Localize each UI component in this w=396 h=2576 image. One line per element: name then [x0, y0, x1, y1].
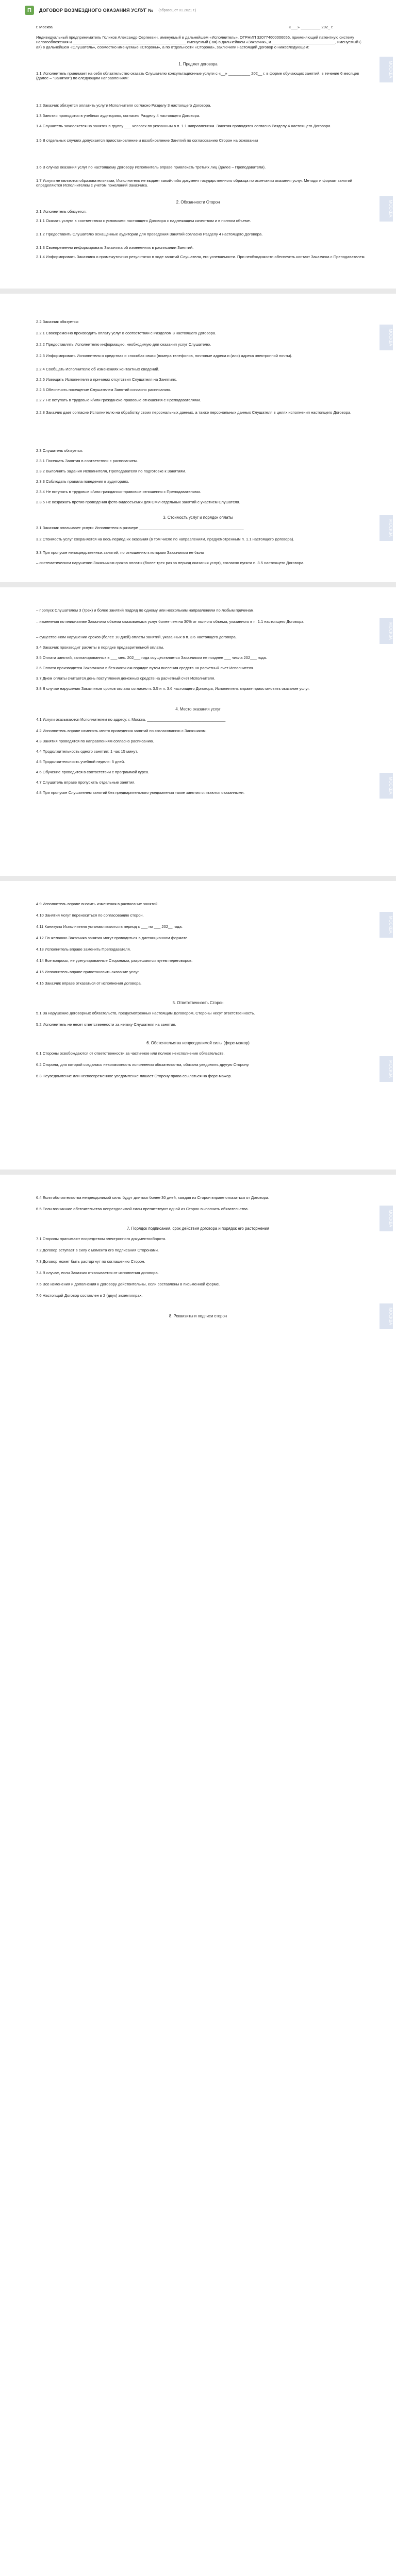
contract-date: «___» _________ 202_ г.	[289, 25, 334, 29]
document-page-2	[0, 294, 396, 582]
clause: 4.6 Обучение проводится в соответствии с программой курса.	[36, 770, 150, 774]
clause: 6.4 Если обстоятельства непреодолимой силы будут длиться более 30 дней, каждая из Сторон вправе отказаться от Договора.	[36, 1195, 269, 1200]
section-title: 1. Предмет договора	[178, 62, 218, 66]
clause: 7.2 Договор вступает в силу с момента его подписания Сторонами.	[36, 1248, 159, 1252]
clause: – пропуск Слушателем 3 (трех) и более занятий подряд по одному или нескольким направлениям по любым причинам.	[36, 608, 255, 613]
clause: 2.2.4 Сообщать Исполнителю об изменениях контактных сведений.	[36, 367, 159, 371]
clause: 4.14 Все вопросы, не урегулированные Сторонами, разрешаются путем переговоров.	[36, 958, 193, 963]
clause: – систематическом нарушении Заказчиком сроков оплаты (более трех раз за период оказания услуг), согласно пункта п. 3.5 настоящего Договора.	[36, 561, 305, 565]
clause: 1.6 В случае оказания услуг по настоящему Договору Исполнитель вправе привлекать третьих лиц (далее – Преподаватели).	[36, 165, 266, 170]
page-separator	[0, 876, 396, 881]
watermark: МОСКВА	[380, 773, 393, 799]
clause: 7.5 Все изменения и дополнения к Договору действительны, если составлены в письменной форме.	[36, 1282, 220, 1286]
clause: 3.3 При пропуске непосредственных занятий, по отношению к которым Заказчиком не было	[36, 550, 204, 555]
clause: 4.15 Исполнитель вправе приостановить оказание услуг.	[36, 970, 140, 974]
watermark: МОСКВА	[380, 912, 393, 938]
clause: 7.3 Договор может быть расторгнут по соглашению Сторон.	[36, 1259, 145, 1264]
clause: 2.3 Слушатель обязуется:	[36, 448, 84, 453]
clause: 6.2 Сторона, для которой создалась невозможность исполнения обязательства, обязана уведомить другую Сторону.	[36, 1062, 250, 1067]
clause: 2.3.3 Соблюдать правила поведения в аудиториях.	[36, 479, 129, 484]
document-page-4	[0, 881, 396, 1170]
clause: 3.7 Днем оплаты считается день поступления денежных средств на расчетный счет Исполнителя.	[36, 676, 216, 681]
clause: 2.2.8 Заказчик дает согласие Исполнителю на обработку своих персональных данных, а также персональных данных Слушателя в целях исполнения настоящего Договора.	[36, 410, 352, 415]
page-separator	[0, 582, 396, 587]
clause: 4.5 Продолжительность учебной недели: 5 дней.	[36, 759, 125, 764]
document-page-5	[0, 1175, 396, 1463]
clause: 2.2.2 Предоставлять Исполнителю информацию, необходимую для оказания услуг Слушателю.	[36, 342, 211, 347]
document-header	[25, 5, 386, 15]
clause: 2.1.1 Оказать услуги в соответствии с условиями настоящего Договора с надлежащим качеством и в полном объеме.	[36, 218, 251, 223]
city: г. Москва	[36, 25, 53, 29]
document-page-1	[0, 0, 396, 289]
clause: 4.13 Исполнитель вправе заменить Преподавателя.	[36, 947, 131, 952]
clause: 1.3 Занятия проводятся в учебных аудиториях, согласно Разделу 4 настоящего Договора.	[36, 113, 201, 118]
clause: 4.11 Каникулы Исполнителя устанавливаются в период с ___ по ___ 202__ года.	[36, 924, 183, 929]
watermark: МОСКВА	[380, 196, 393, 222]
clause: 2.1.3 Своевременно информировать Заказчика об изменениях в расписании Занятий.	[36, 245, 194, 250]
clause: 6.5 Если возникшие обстоятельства непреодолимой силы препятствуют одной из Сторон выполнить обязательства.	[36, 1207, 249, 1211]
section-title: 4. Место оказания услуг	[175, 707, 221, 711]
clause: 7.1 Стороны принимают посредством электронного документооборота.	[36, 1236, 167, 1241]
watermark: МОСКВА	[380, 1206, 393, 1231]
clause: 2.3.5 Не возражать против проведения фото-видеосъемки для СМИ отдельных занятий с участием Слушателя.	[36, 500, 240, 504]
clause: 3.4 Заказчик производит расчеты в порядке предварительной оплаты.	[36, 645, 164, 650]
watermark: МОСКВА	[380, 618, 393, 644]
clause: 1.5 В отдельных случаях допускается приостановление и возобновление Занятий по согласованию Сторон на основании	[36, 138, 258, 143]
page-separator	[0, 1170, 396, 1175]
section-title: 5. Ответственность Сторон	[172, 1001, 224, 1005]
document-reference: (образец от 01.2021 г.)	[158, 8, 196, 12]
clause: 3.5 Оплата занятий, запланированных в ___ мес. 202___ года осуществляется Заказчиком не позднее ___ числа 202___ года.	[36, 655, 267, 660]
clause: 1.2 Заказчик обязуется оплатить услуги Исполнителя согласно Разделу 3 настоящего Договора.	[36, 103, 211, 108]
watermark: МОСКВА	[380, 1303, 393, 1329]
watermark: МОСКВА	[380, 325, 393, 350]
clause: 3.6 Оплата производится Заказчиком в безналичном порядке путем внесения средств на расчетный счет Исполнителя.	[36, 666, 255, 670]
clause: 2.3.2 Выполнять задания Исполнителя, Преподавателя по подготовке к Занятиям.	[36, 469, 186, 473]
clause: 4.3 Занятия проводятся по направлениям согласно расписанию.	[36, 739, 154, 743]
clause: 2.2.1 Своевременно производить оплату услуг в соответствии с Разделом 3 настоящего Договора.	[36, 331, 217, 335]
clause: – существенном нарушении сроков (более 10 дней) оплаты занятий, указанных в п. 3.6 настоящего договора.	[36, 635, 237, 639]
section-title: 3. Стоимость услуг и порядок оплаты	[163, 515, 233, 520]
section-title: 7. Порядок подписания, срок действия договора и порядок его расторжения	[126, 1226, 270, 1231]
document-page-3	[0, 587, 396, 876]
clause: 4.1 Услуги оказываются Исполнителем по адресу: г. Москва, ____________________________________	[36, 717, 226, 722]
clause: 2.1.2 Предоставить Слушателю оснащенные аудитории для проведения Занятий согласно Разделу 4 настоящего Договора.	[36, 232, 263, 236]
clause: 2.2.6 Обеспечить посещение Слушателем Занятий согласно расписанию.	[36, 387, 171, 392]
clause: 4.2 Исполнитель вправе изменять место проведения занятий по согласованию с Заказчиком.	[36, 728, 207, 733]
watermark: МОСКВА	[380, 515, 393, 541]
document-title: ДОГОВОР ВОЗМЕЗДНОГО ОКАЗАНИЯ УСЛУГ №	[39, 8, 154, 13]
clause: 5.2 Исполнитель не несет ответственности за неявку Слушателя на занятия.	[36, 1022, 176, 1027]
section-title: 6. Обстоятельства непреодолимой силы (форс-мажор)	[146, 1041, 250, 1045]
clause: 6.1 Стороны освобождаются от ответственности за частичное или полное неисполнение обязательств.	[36, 1051, 225, 1056]
clause: 2.3.4 Не вступать в трудовые и/или гражданско-правовые отношения с Преподавателями.	[36, 489, 201, 494]
section-title: 2. Обязанности Сторон	[176, 200, 220, 205]
clause: 2.2.7 Не вступать в трудовые и/или гражданско-правовые отношения с Преподавателями.	[36, 398, 201, 402]
watermark: МОСКВА	[380, 1056, 393, 1082]
clause: 4.8 При пропуске Слушателем занятий без предварительного уведомления такие занятия считаются оказанными.	[36, 790, 245, 795]
intro-paragraph: Индивидуальный предприниматель Голиков Александр Сергеевич, именуемый в дальнейшем «Исполнитель», ОГРНИП 320774600006056, применяющий патентную систему налогообложения и ____________________________________________________ именуемый (-ая) в дальнейшем «Заказчик», и _____________________________, именуемый (-ая) в дальнейшем «Слушатель», совместно именуемые «Стороны», а по отдельности «Сторона», заключили настоящий Договор о нижеследующем:	[36, 35, 362, 49]
clause: – изменения по инициативе Заказчика объема оказываемых услуг более чем на 30% от полного объема, указанного в п. 1.1 настоящего Договора.	[36, 619, 305, 624]
clause: 2.2 Заказчик обязуется:	[36, 319, 79, 324]
watermark: МОСКВА	[380, 57, 393, 82]
section-title: 8. Реквизиты и подписи сторон	[169, 1314, 227, 1318]
clause: 4.12 По желанию Заказчика занятия могут проводиться в дистанционном формате.	[36, 936, 189, 940]
brand-logo: П	[25, 6, 34, 15]
clause: 4.4 Продолжительность одного занятия: 1 час 15 минут.	[36, 749, 138, 754]
clause: 2.1.4 Информировать Заказчика о промежуточных результатах в ходе занятий Слушателя, его успеваемости. При необходимости обеспечить контакт Заказчика с Преподавателем.	[36, 255, 366, 259]
clause: 4.9 Исполнитель вправе вносить изменения в расписание занятий.	[36, 902, 159, 906]
clause: 2.2.3 Информировать Исполнителя о средствах и способах связи (номера телефонов, почтовые адреса и (или) адреса электронной почты).	[36, 353, 292, 358]
page-separator	[0, 289, 396, 294]
clause: 7.4 В случае, если Заказчик отказывается от исполнения договора.	[36, 1270, 159, 1275]
clause: 3.1 Заказчик оплачивает услуги Исполнителя в размере ________________________________________________	[36, 526, 244, 530]
clause: 7.6 Настоящий Договор составлен в 2 (двух) экземплярах.	[36, 1293, 143, 1298]
clause: 4.10 Занятия могут переноситься по согласованию сторон.	[36, 913, 144, 918]
clause: 3.2 Стоимость услуг сохраняется на весь период их оказания (в том числе по направлениям, предусмотренным п. 1.1 настоящего Договора).	[36, 537, 294, 541]
clause: 2.2.5 Извещать Исполнителя о причинах отсутствия Слушателя на Занятиях.	[36, 377, 177, 382]
clause: 4.7 Слушатель вправе пропускать отдельные занятия.	[36, 780, 136, 785]
clause: 5.1 За нарушение договорных обязательств, предусмотренных настоящим Договором, Стороны несут ответственность.	[36, 1011, 255, 1015]
clause: 1.1 Исполнитель принимает на себя обязательство оказать Слушателю консультационные услуги с «__» __________ 202__ г. в форме обучающих занятий, в течение 6 месяцев (далее – "Занятия") по следующим направлениям:	[36, 71, 359, 81]
clause: 1.7 Услуги не являются образовательными, Исполнитель не выдает какой-либо документ государственного образца по окончании оказания услуг. Методы и формат занятий определяются Исполнителем с учетом пожеланий Заказчика.	[36, 178, 352, 188]
clause: 4.16 Заказчик вправе отказаться от исполнения договора.	[36, 981, 142, 986]
clause: 6.3 Неуведомление или несвоевременное уведомление лишает Сторону права ссылаться на форс-мажор.	[36, 1074, 232, 1078]
clause: 1.4 Слушатель зачисляется на занятия в группу ___ человек по указанным в п. 1.1 направлениям. Занятия проводятся согласно Разделу 4 настоящего Договора.	[36, 124, 332, 128]
clause: 2.1 Исполнитель обязуется:	[36, 209, 87, 214]
clause: 3.8 В случае нарушения Заказчиком сроков оплаты согласно п. 3.5 и п. 3.6 настоящего Договора, Исполнитель вправе приостановить оказание услуг.	[36, 686, 310, 691]
clause: 2.3.1 Посещать Занятия в соответствии с расписанием.	[36, 459, 138, 463]
